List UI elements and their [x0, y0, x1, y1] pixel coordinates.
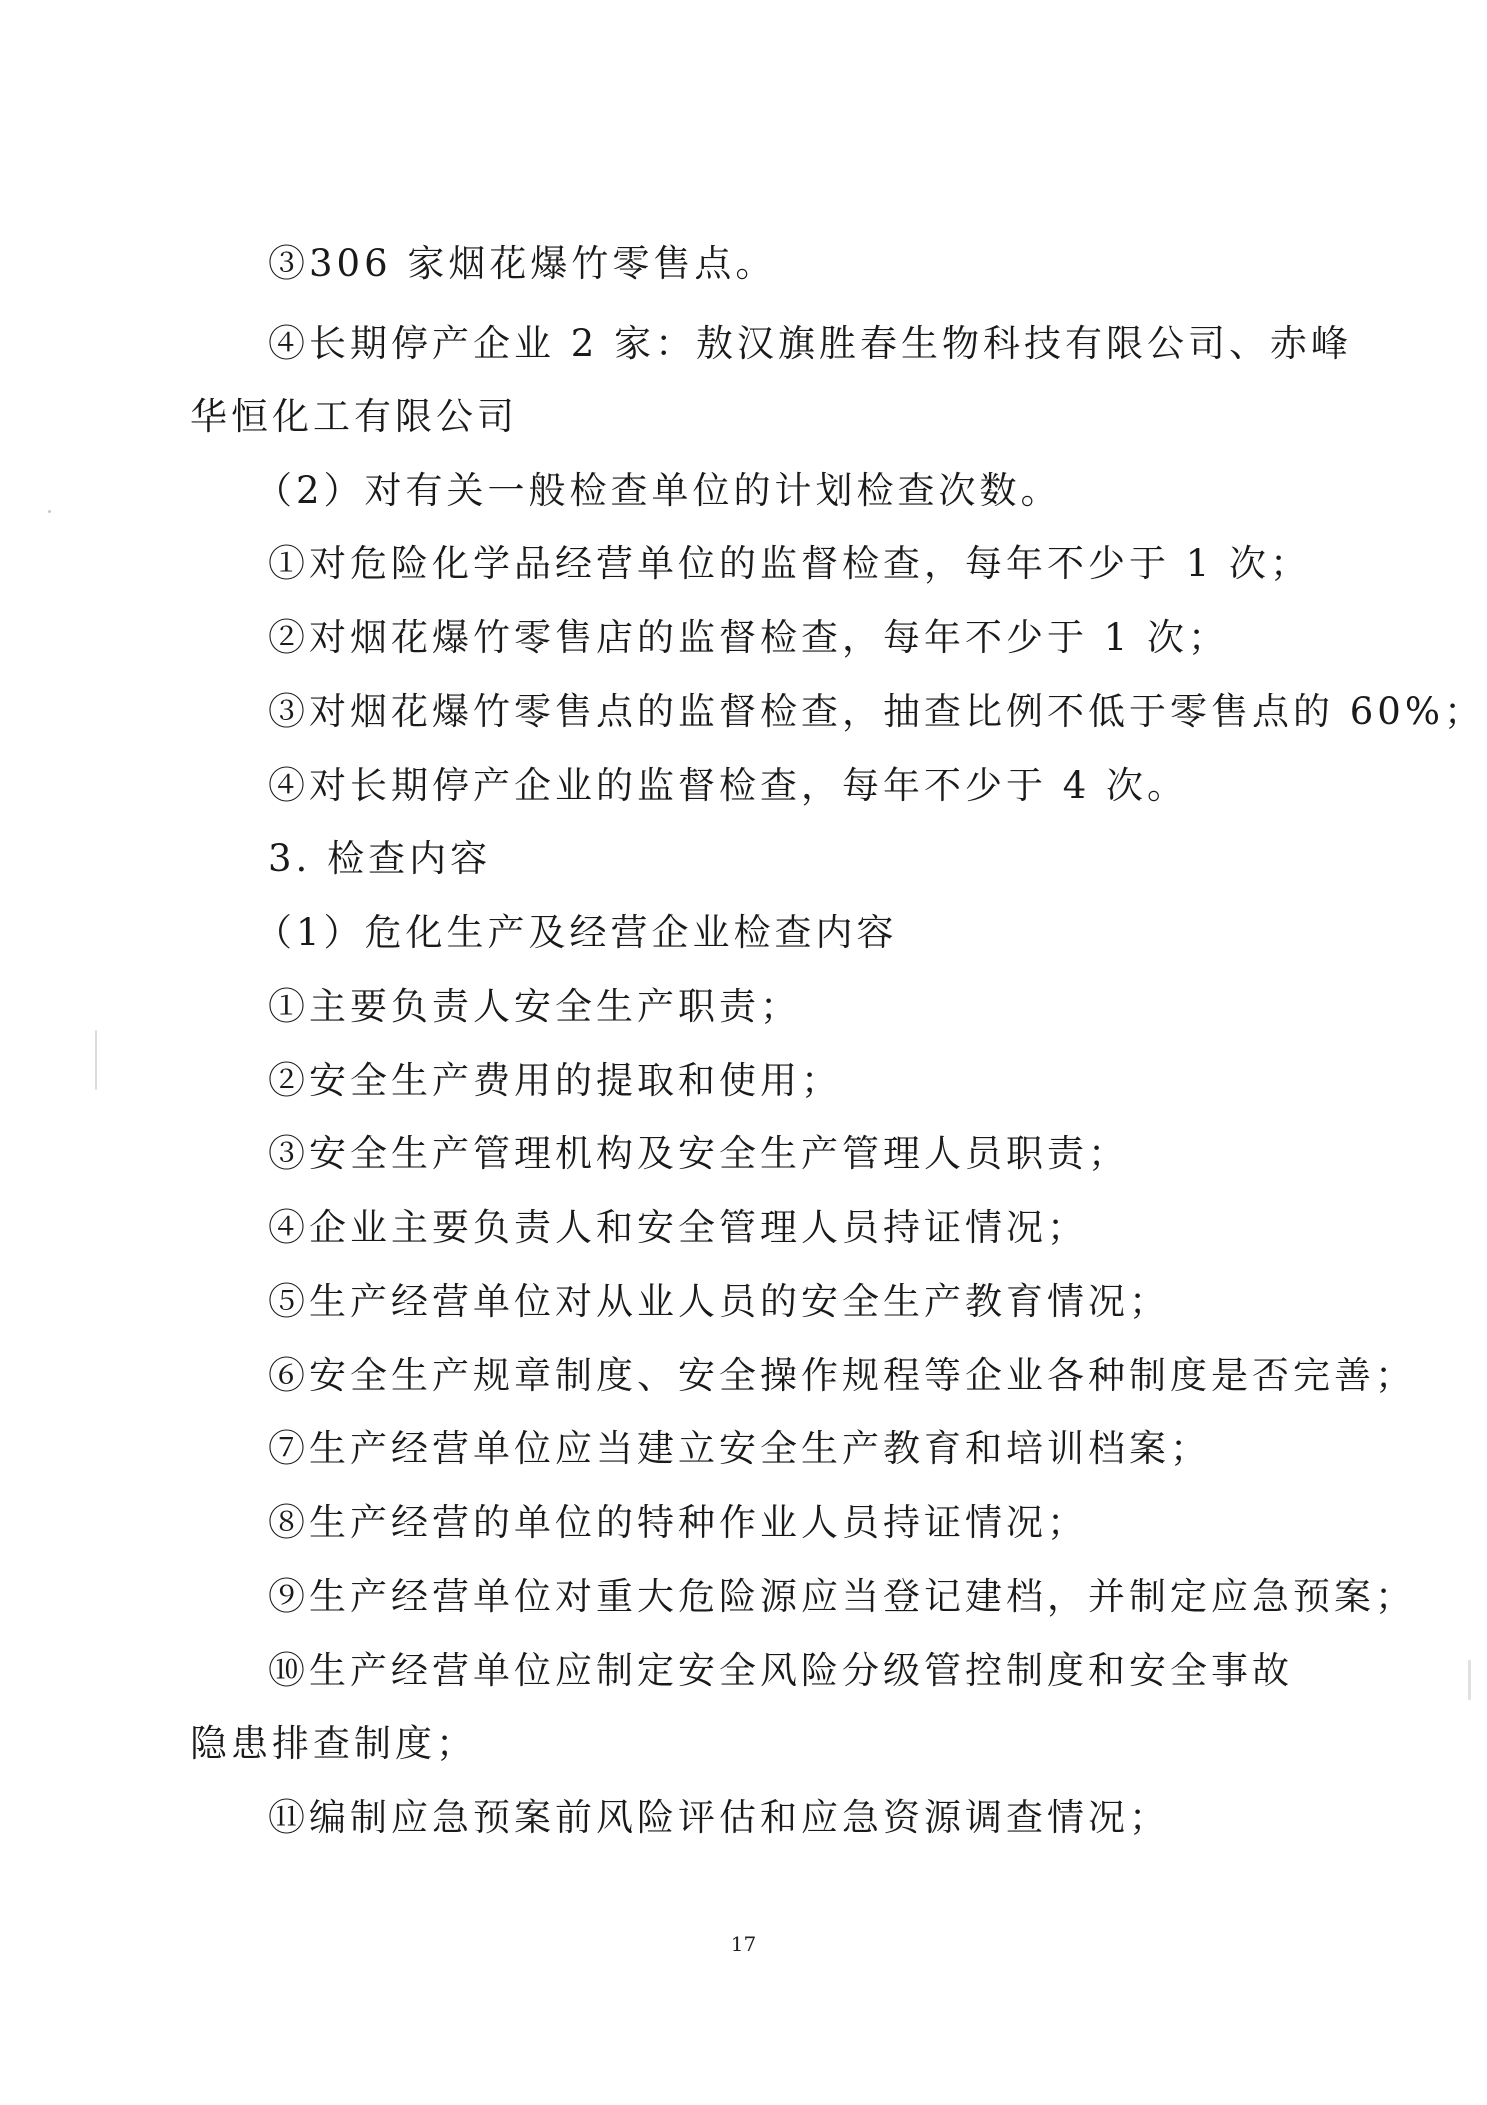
- section-heading: 3. 检查内容: [268, 837, 492, 880]
- text-line-3: 华恒化工有限公司: [190, 395, 518, 438]
- text-line-7: ③对烟花爆竹零售点的监督检查，抽查比例不低于零售点的 60%；: [268, 690, 1485, 733]
- text-line-5: ①对危险化学品经营单位的监督检查，每年不少于 1 次；: [268, 542, 1312, 585]
- text-line-18: ⑧生产经营的单位的特种作业人员持证情况；: [268, 1501, 1088, 1544]
- text-line-1: ③306 家烟花爆竹零售点。: [268, 242, 777, 285]
- text-line-21: 隐患排查制度；: [190, 1722, 477, 1765]
- text-line-20: ⑩生产经营单位应制定安全风险分级管控制度和安全事故: [268, 1649, 1293, 1692]
- text-line-22: ⑪编制应急预案前风险评估和应急资源调查情况；: [268, 1796, 1170, 1839]
- text-line-11: ①主要负责人安全生产职责；: [268, 985, 801, 1028]
- text-line-16: ⑥安全生产规章制度、安全操作规程等企业各种制度是否完善；: [268, 1354, 1416, 1397]
- subsection-heading: （1）危化生产及经营企业检查内容: [255, 911, 898, 954]
- text-line-4: （2）对有关一般检查单位的计划检查次数。: [255, 469, 1062, 512]
- scan-speck: [48, 510, 51, 513]
- page-number: 17: [730, 1932, 757, 1956]
- text-line-2: ④长期停产企业 2 家：敖汉旗胜春生物科技有限公司、赤峰: [268, 322, 1353, 365]
- text-line-12: ②安全生产费用的提取和使用；: [268, 1059, 842, 1102]
- text-line-8: ④对长期停产企业的监督检查，每年不少于 4 次。: [268, 764, 1189, 807]
- scan-mark: [95, 1030, 97, 1090]
- scan-mark: [1468, 1660, 1471, 1700]
- text-line-14: ④企业主要负责人和安全管理人员持证情况；: [268, 1206, 1088, 1249]
- text-line-17: ⑦生产经营单位应当建立安全生产教育和培训档案；: [268, 1427, 1211, 1470]
- text-line-6: ②对烟花爆竹零售店的监督检查，每年不少于 1 次；: [268, 616, 1230, 659]
- text-line-19: ⑨生产经营单位对重大危险源应当登记建档，并制定应急预案；: [268, 1575, 1416, 1618]
- text-line-13: ③安全生产管理机构及安全生产管理人员职责；: [268, 1132, 1129, 1175]
- text-line-15: ⑤生产经营单位对从业人员的安全生产教育情况；: [268, 1280, 1170, 1323]
